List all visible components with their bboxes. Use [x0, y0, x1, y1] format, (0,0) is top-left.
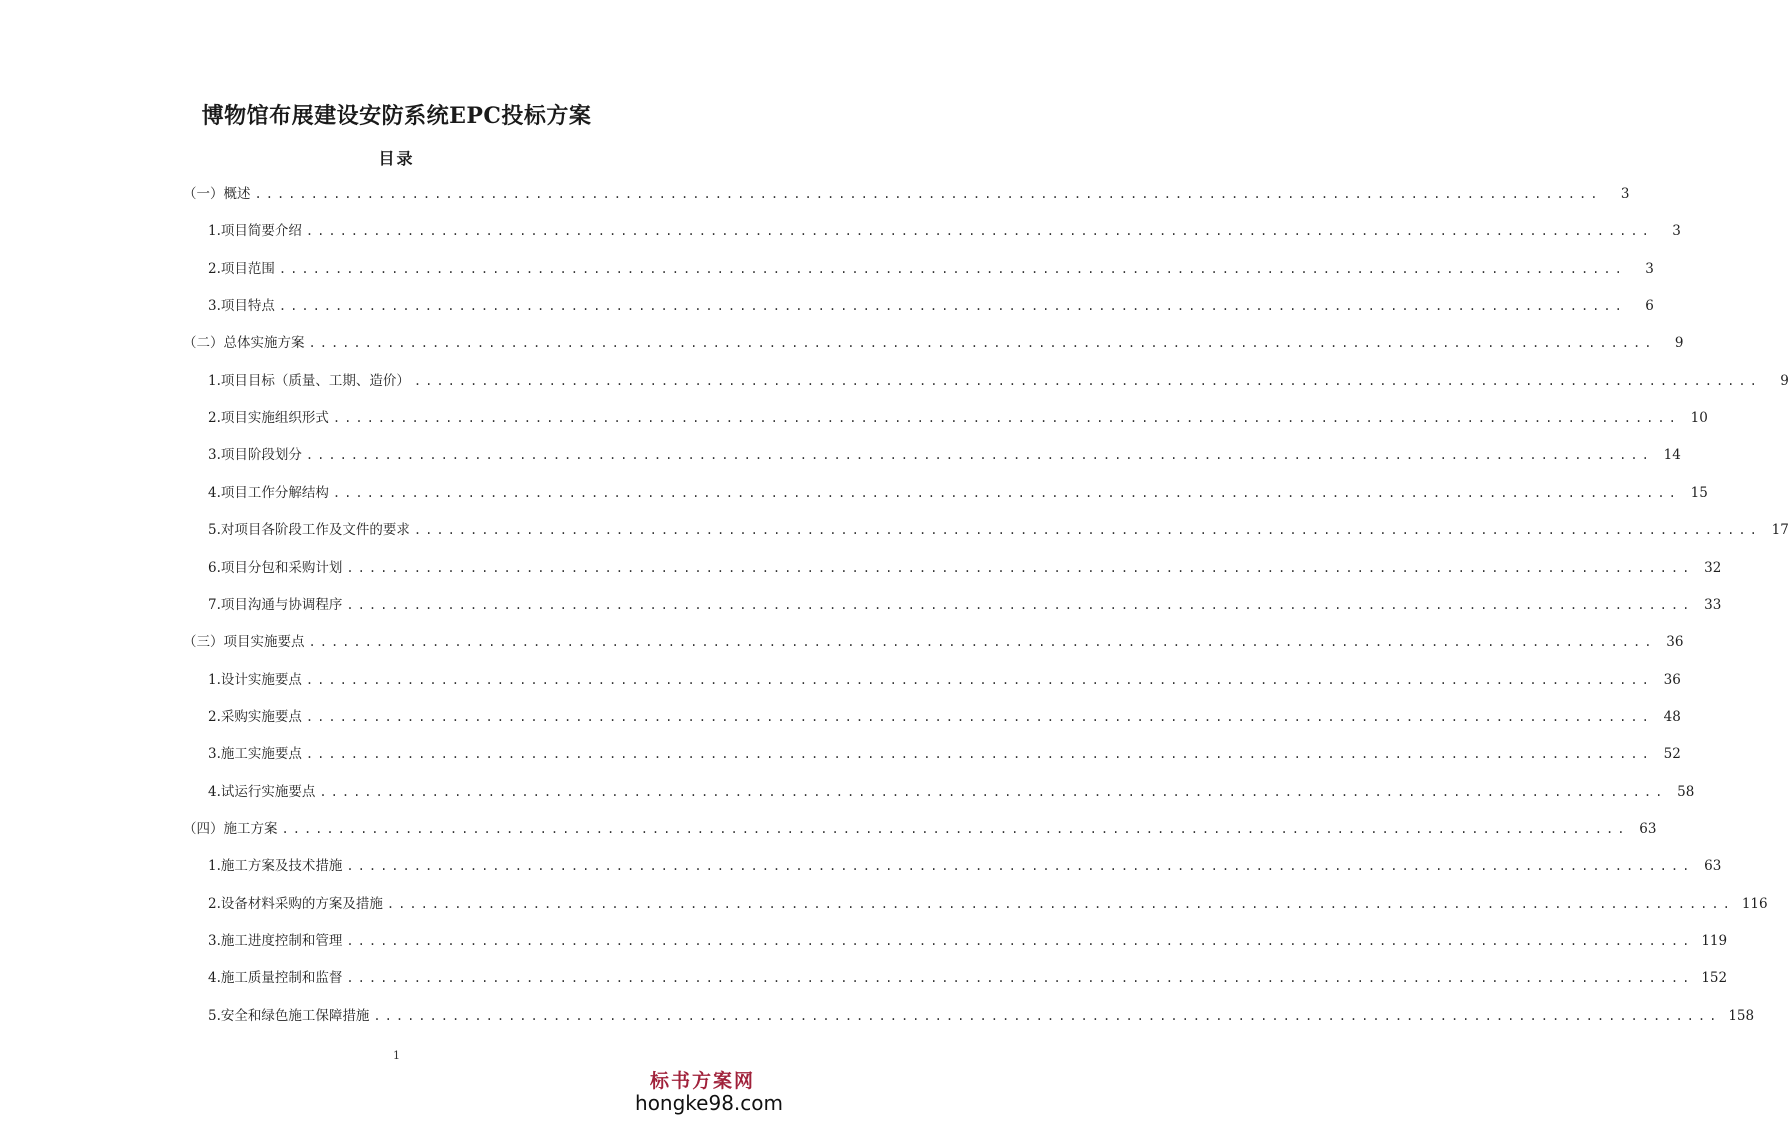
toc-entry-label: 2.设备材料采购的方案及措施 [208, 896, 383, 912]
toc-entry-page: 3 [1620, 186, 1630, 202]
toc-subsection-entry[interactable] [208, 968, 1728, 988]
toc-entry-label: 3.施工实施要点 [208, 746, 302, 762]
toc-subsection-entry[interactable] [208, 670, 1681, 690]
toc-subsection-entry[interactable] [208, 483, 1708, 503]
toc-subsection-entry[interactable] [208, 782, 1695, 802]
toc-entry-label: 1.施工方案及技术措施 [208, 858, 343, 874]
toc-entry-label: 5.对项目各阶段工作及文件的要求 [208, 522, 410, 538]
toc-entry-label: 2.项目范围 [208, 261, 275, 277]
toc-entry-label: 3.项目特点 [208, 298, 275, 314]
toc-entry-label: 1.项目目标（质量、工期、造价） [208, 373, 410, 389]
watermark-name: 标书方案网 [649, 1070, 755, 1092]
toc-entry-label: （四）施工方案 [183, 821, 278, 837]
toc-entry-label: 1.设计实施要点 [208, 672, 302, 688]
toc-leader-dots: ........................................................................................................................ [319, 785, 1667, 799]
toc-entry-page: 36 [1666, 634, 1684, 650]
toc-leader-dots: ........................................................................................................................ [308, 635, 1656, 649]
toc-leader-dots: ........................................................................................................................ [305, 448, 1653, 462]
toc-subsection-entry[interactable] [208, 221, 1681, 241]
toc-leader-dots: ........................................................................................................................ [413, 523, 1761, 537]
toc-entry-page: 17 [1771, 522, 1789, 538]
toc-subsection-entry[interactable] [208, 931, 1728, 951]
watermark-logo [635, 1066, 783, 1118]
toc-entry-page: 119 [1701, 933, 1728, 949]
toc-subsection-entry[interactable] [208, 744, 1681, 764]
toc-entry-label: 4.试运行实施要点 [208, 784, 316, 800]
toc-entry-label: 1.项目简要介绍 [208, 223, 302, 239]
toc-entry-page: 9 [1674, 335, 1684, 351]
toc-entry-label: 7.项目沟通与协调程序 [208, 597, 343, 613]
toc-entry-page: 15 [1690, 485, 1708, 501]
toc-leader-dots: ........................................................................................................................ [305, 673, 1653, 687]
toc-subsection-entry[interactable] [208, 558, 1722, 578]
toc-leader-dots: ........................................................................................................................ [346, 859, 1694, 873]
watermark-url: hongke98.com [635, 1091, 783, 1115]
toc-leader-dots: ........................................................................................................................ [332, 486, 1680, 500]
toc-subsection-entry[interactable] [208, 520, 1789, 540]
toc-leader-dots: ........................................................................................................................ [278, 299, 1626, 313]
toc-entry-page: 158 [1728, 1008, 1755, 1024]
toc-entry-page: 58 [1677, 784, 1695, 800]
toc-subsection-entry[interactable] [208, 856, 1722, 876]
toc-entry-page: 152 [1701, 970, 1728, 986]
toc-entry-page: 36 [1663, 672, 1681, 688]
toc-entry-label: 2.项目实施组织形式 [208, 410, 329, 426]
toc-entry-label: 4.施工质量控制和监督 [208, 970, 343, 986]
toc-entry-label: （三）项目实施要点 [183, 634, 305, 650]
toc-subsection-entry[interactable] [208, 445, 1681, 465]
toc-leader-dots: ........................................................................................................................ [346, 934, 1694, 948]
toc-leader-dots: ........................................................................................................................ [386, 897, 1734, 911]
toc-entry-label: 2.采购实施要点 [208, 709, 302, 725]
toc-subsection-entry[interactable] [208, 1006, 1755, 1026]
toc-entry-page: 14 [1663, 447, 1681, 463]
toc-leader-dots: ........................................................................................................................ [346, 598, 1694, 612]
toc-entry-label: 6.项目分包和采购计划 [208, 560, 343, 576]
toc-entry-page: 48 [1663, 709, 1681, 725]
toc-leader-dots: ........................................................................................................................ [305, 747, 1653, 761]
toc-entry-page: 33 [1704, 597, 1722, 613]
toc-entry-page: 6 [1645, 298, 1654, 314]
toc-subsection-entry[interactable] [208, 707, 1681, 727]
toc-leader-dots: ........................................................................................................................ [373, 1009, 1721, 1023]
toc-leader-dots: ........................................................................................................................ [413, 374, 1761, 388]
document-title: 博物馆布展建设安防系统EPC投标方案 [201, 103, 592, 129]
toc-leader-dots: ........................................................................................................................ [305, 710, 1653, 724]
toc-section-entry[interactable] [183, 632, 1684, 652]
toc-subsection-entry[interactable] [208, 894, 1768, 914]
toc-entry-page: 52 [1663, 746, 1681, 762]
toc-heading: 目录 [378, 149, 415, 168]
toc-entry-page: 10 [1690, 410, 1708, 426]
toc-leader-dots: ........................................................................................................................ [332, 411, 1680, 425]
toc-leader-dots: ........................................................................................................................ [281, 822, 1629, 836]
toc-entry-page: 63 [1639, 821, 1657, 837]
toc-section-entry[interactable] [183, 819, 1657, 839]
toc-subsection-entry[interactable] [208, 371, 1789, 391]
toc-leader-dots: ........................................................................................................................ [278, 262, 1626, 276]
toc-leader-dots: ........................................................................................................................ [346, 971, 1694, 985]
toc-subsection-entry[interactable] [208, 595, 1722, 615]
toc-section-entry[interactable] [183, 184, 1630, 204]
toc-entry-label: 5.安全和绿色施工保障措施 [208, 1008, 370, 1024]
toc-leader-dots: ........................................................................................................................ [305, 224, 1653, 238]
toc-entry-label: （一）概述 [183, 186, 251, 202]
toc-entry-page: 116 [1741, 896, 1768, 912]
toc-leader-dots: ........................................................................................................................ [254, 187, 1602, 201]
toc-leader-dots: ........................................................................................................................ [346, 561, 1694, 575]
page-number: 1 [393, 1049, 400, 1062]
toc-entry-page: 63 [1704, 858, 1722, 874]
toc-entry-label: 3.项目阶段划分 [208, 447, 302, 463]
toc-leader-dots: ........................................................................................................................ [308, 336, 1656, 350]
toc-entry-label: 3.施工进度控制和管理 [208, 933, 343, 949]
toc-entry-label: （二）总体实施方案 [183, 335, 305, 351]
toc-subsection-entry[interactable] [208, 408, 1708, 428]
toc-entry-page: 32 [1704, 560, 1722, 576]
toc-entry-page: 9 [1780, 373, 1789, 389]
toc-entry-label: 4.项目工作分解结构 [208, 485, 329, 501]
toc-section-entry[interactable] [183, 333, 1684, 353]
toc-subsection-entry[interactable] [208, 296, 1654, 316]
toc-subsection-entry[interactable] [208, 259, 1654, 279]
toc-entry-page: 3 [1645, 261, 1654, 277]
toc-entry-page: 3 [1672, 223, 1681, 239]
